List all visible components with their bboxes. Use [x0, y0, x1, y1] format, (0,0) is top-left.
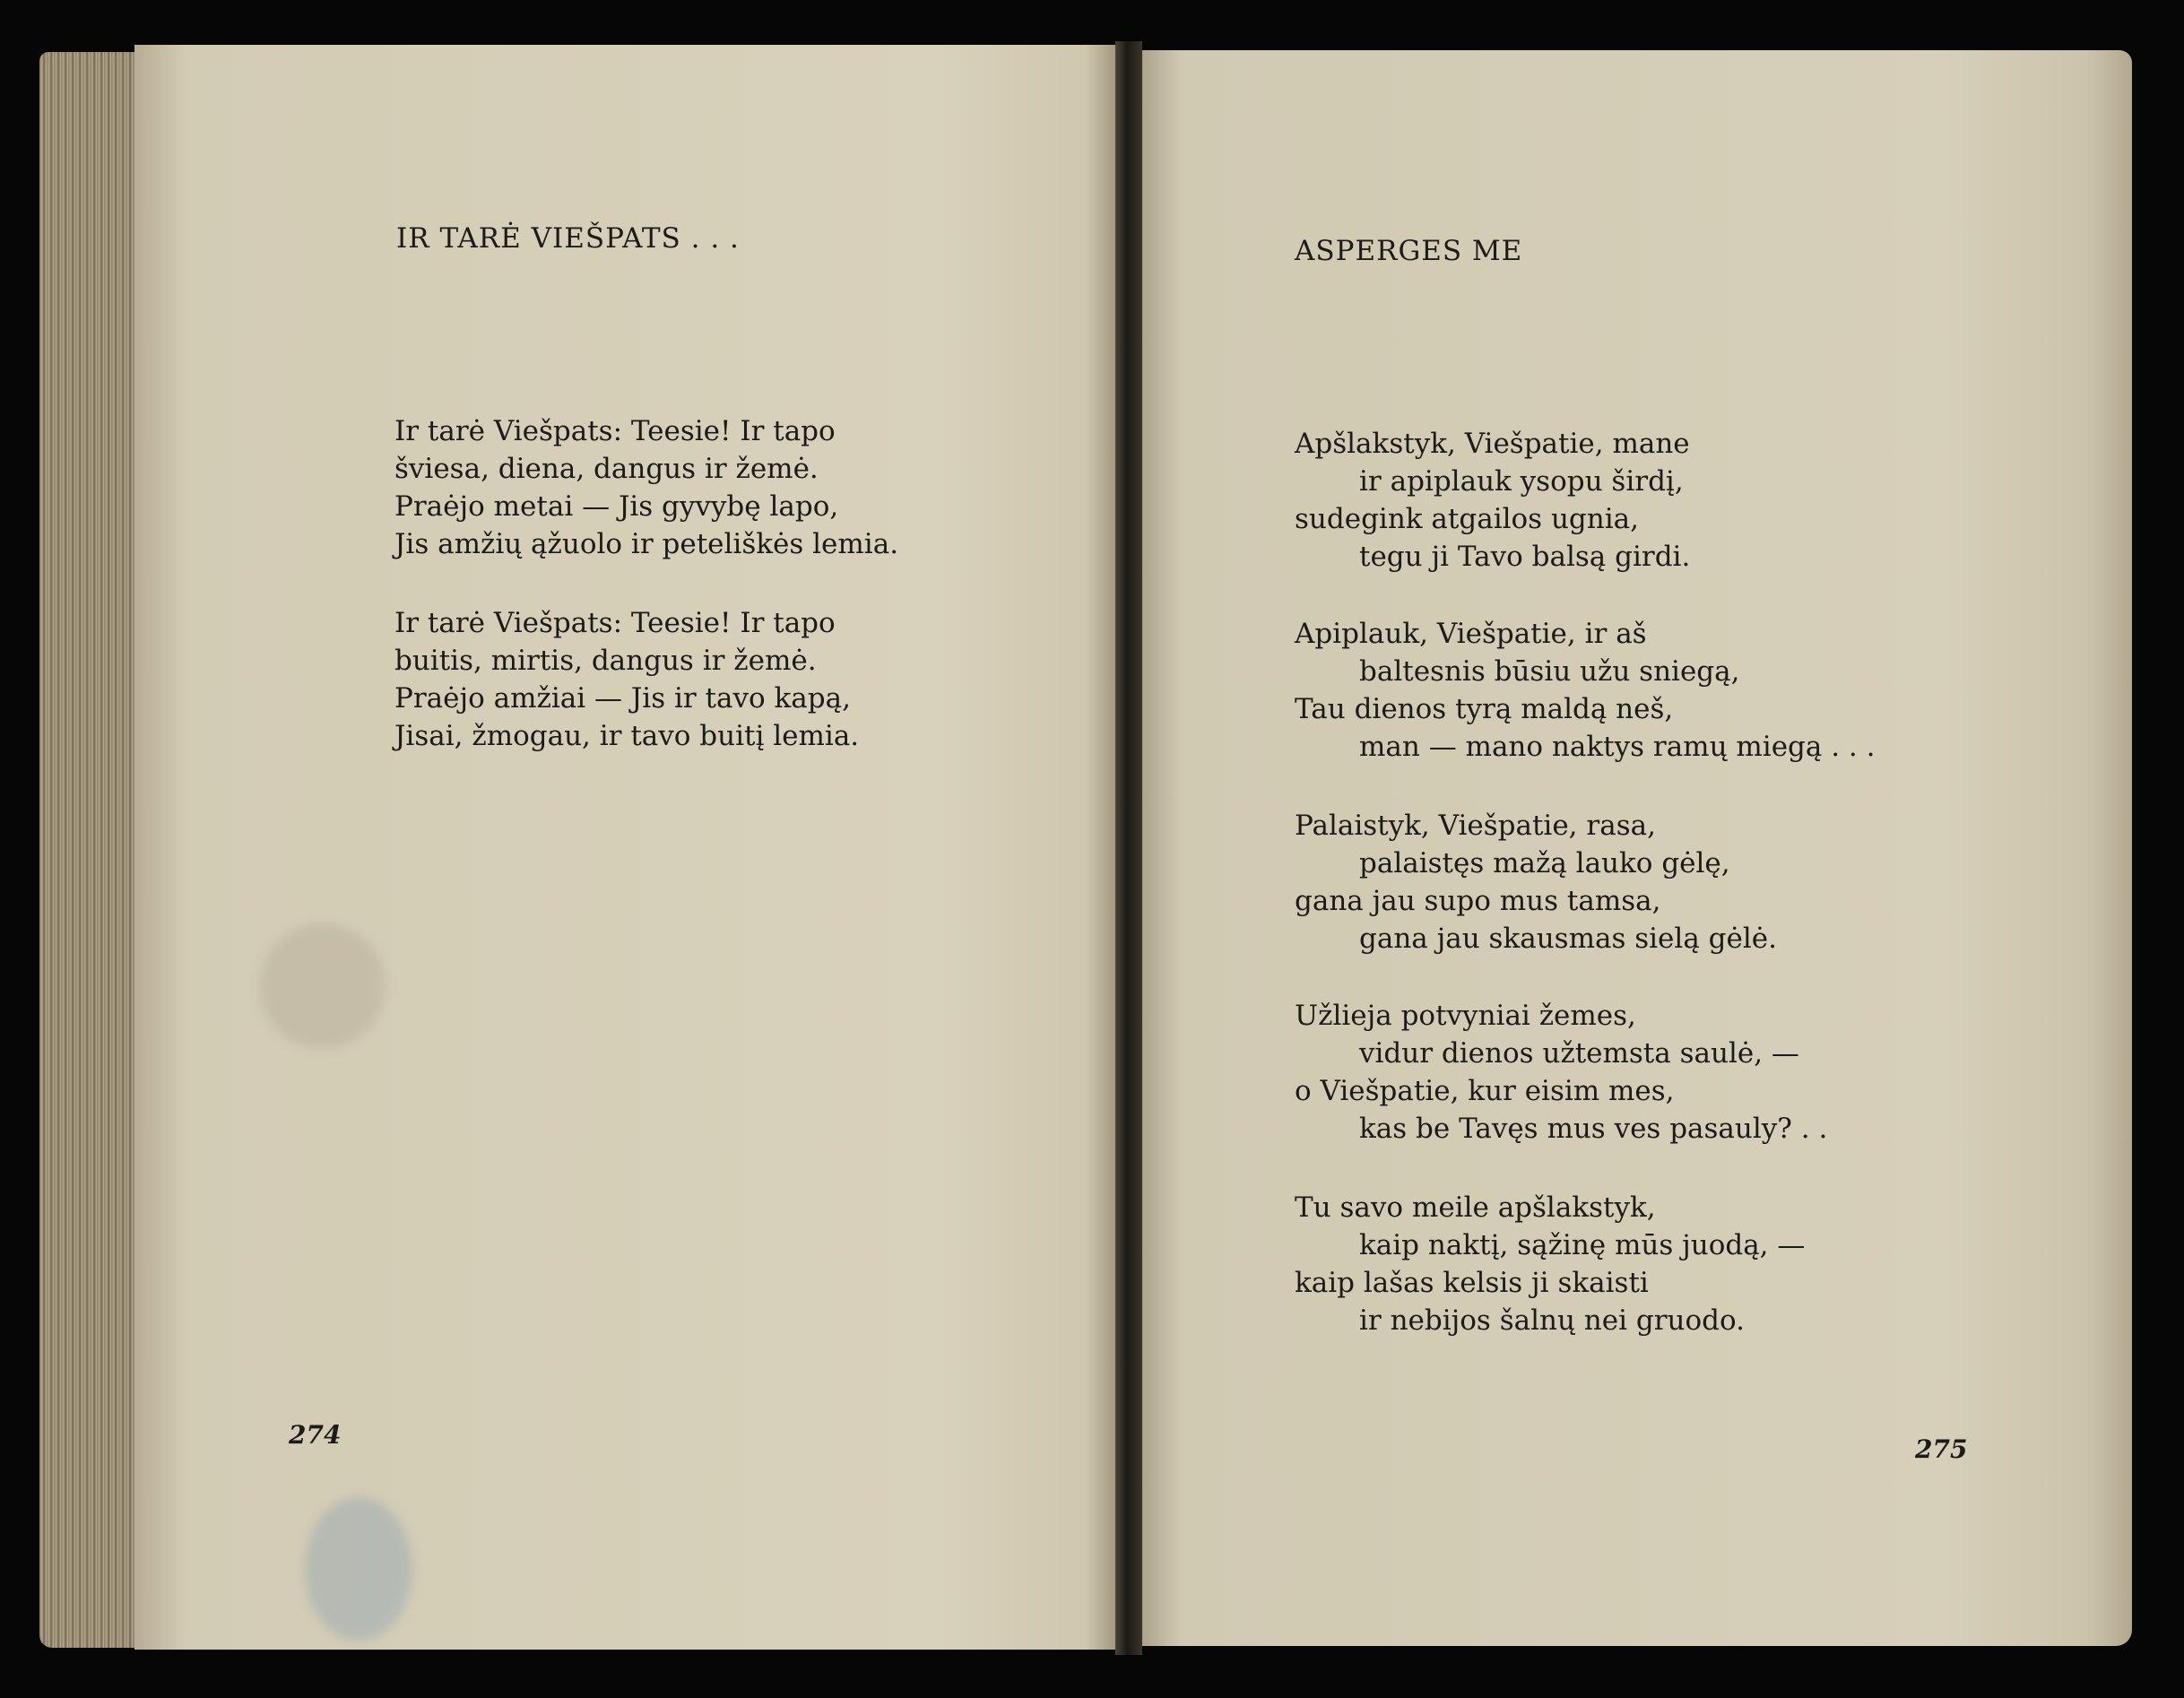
poem-line: baltesnis būsiu užu sniegą, — [1359, 655, 1740, 688]
poem-line: man — mano naktys ramų miegą . . . — [1359, 731, 1876, 763]
left-poem-title: IR TARĖ VIEŠPATS . . . — [396, 222, 740, 255]
poem-line: Jisai, žmogau, ir tavo buitį lemia. — [394, 720, 860, 752]
right-stanza-3 — [1295, 807, 1777, 957]
poem-line: Jis amžių ąžuolo ir peteliškės lemia. — [394, 528, 899, 560]
poem-line: Tau dienos tyrą maldą neš, — [1295, 693, 1674, 725]
poem-line: kas be Tavęs mus ves pasauly? . . — [1359, 1113, 1828, 1145]
poem-line: ir apiplauk ysopu širdį, — [1359, 465, 1684, 498]
poem-line: gana jau supo mus tamsa, — [1295, 885, 1661, 917]
poem-line: kaip naktį, sąžinę mūs juodą, — — [1359, 1229, 1806, 1261]
right-stanza-4 — [1295, 997, 1827, 1148]
poem-line: gana jau skausmas sielą gėlė. — [1359, 923, 1777, 955]
poem-line: Užlieja potvyniai žemes, — [1295, 1000, 1636, 1032]
poem-line: tegu ji Tavo balsą girdi. — [1359, 541, 1691, 573]
poem-line: Ir tarė Viešpats: Teesie! Ir tapo — [394, 415, 836, 447]
poem-line: vidur dienos užtemsta saulė, — — [1359, 1037, 1799, 1070]
poem-line: Praėjo amžiai — Jis ir tavo kapą, — [394, 682, 851, 715]
right-stanza-1 — [1295, 425, 1690, 576]
right-poem-title: ASPERGES ME — [1295, 235, 1523, 267]
poem-line: kaip lašas kelsis ji skaisti — [1295, 1267, 1649, 1299]
poem-line: šviesa, diena, dangus ir žemė. — [394, 453, 819, 485]
poem-line: palaistęs mažą lauko gėlę, — [1359, 847, 1730, 879]
left-stanza-1 — [394, 412, 898, 563]
left-stanza-2 — [394, 604, 859, 755]
ink-stain — [305, 1497, 412, 1641]
poem-line: Apiplauk, Viešpatie, ir aš — [1295, 618, 1647, 650]
right-stanza-5 — [1295, 1189, 1805, 1339]
page-edges — [39, 52, 147, 1648]
poem-line: sudegink atgailos ugnia, — [1295, 503, 1639, 535]
poem-line: Palaistyk, Viešpatie, rasa, — [1295, 810, 1656, 842]
paper-stain — [260, 923, 386, 1049]
right-stanza-2 — [1295, 615, 1876, 766]
poem-line: ir nebijos šalnų nei gruodo. — [1359, 1304, 1745, 1337]
poem-line: Apšlakstyk, Viešpatie, mane — [1295, 428, 1690, 460]
left-page — [134, 45, 1121, 1650]
poem-line: Praėjo metai — Jis gyvybę lapo, — [394, 490, 839, 523]
left-page-number: 274 — [289, 1420, 342, 1450]
poem-line: buitis, mirtis, dangus ir žemė. — [394, 645, 817, 677]
poem-line: o Viešpatie, kur eisim mes, — [1295, 1075, 1675, 1107]
poem-line: Ir tarė Viešpats: Teesie! Ir tapo — [394, 607, 836, 639]
book-spine — [1115, 41, 1142, 1655]
poem-line: Tu savo meile apšlakstyk, — [1295, 1191, 1656, 1224]
right-page-number: 275 — [1915, 1434, 1968, 1464]
